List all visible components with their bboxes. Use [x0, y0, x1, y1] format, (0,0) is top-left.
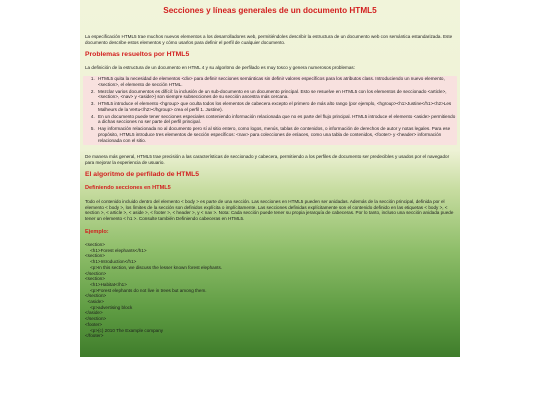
code-line: <section>: [85, 242, 105, 247]
code-line: </section>: [85, 270, 107, 276]
code-line: </footer>: [85, 333, 104, 339]
problem-item: 4. En un documento puede tener secciones especiales conteniendo información relacionada que no es parte del flujo principal. HTML5 introduce el elemento <aside> permitiendo a dichas secciones no ser parte del perfil principal.: [96, 114, 457, 125]
problems-heading: Problemas resueltos por HTML5: [85, 51, 190, 58]
code-line: <p>advertising block: [85, 304, 133, 310]
page-title: Secciones y líneas generales de un documento HTML5: [163, 6, 377, 15]
code-line: <section>: [85, 253, 105, 259]
problems-lead: La definición de la estructura de un documento en HTML 4 y su algoritmo de perfilado es muy tosco y genera numerosos problemas:: [85, 65, 355, 70]
code-line: <p>(c) 2010 The Example company: [85, 327, 164, 333]
defining-sections-heading: Definiendo secciones en HTML5: [85, 185, 171, 191]
code-example: [85, 242, 455, 339]
code-line: <aside>: [85, 299, 104, 305]
algorithm-heading: El algoritmo de perfilado de HTML5: [85, 171, 200, 178]
example-label: Ejemplo:: [85, 229, 109, 235]
problem-item: 2. Mezclar varios documentos es difícil: la inclusión de un sub-documento en un documento principal. Esto se resuelve en HTML5 con los elementos de seccionado <article>, <section>, <nav> y <aside>) son siempre subsecciones de su sección ancestra más cercana.: [96, 89, 457, 100]
problems-list-box: [83, 76, 457, 145]
code-line: </section>: [85, 293, 107, 299]
code-line: </section>: [85, 316, 107, 322]
problems-list: [83, 76, 457, 143]
code-line: <section>: [85, 276, 105, 282]
code-line: <h1>Forest elephants</h1>: [85, 247, 147, 253]
code-line: <h1>Introduction</h1>: [85, 259, 137, 265]
code-line: <p>Forest elephants do not live in trees but among them.: [85, 287, 207, 293]
code-line: <h1>Habitat</h1>: [85, 281, 127, 287]
problem-item: 1. HTML5 quita la necesidad de elementos <div> para definir secciones semánticas sin definir valores específicos para los atributos class. Introduciendo un nuevo elemento, <section>, el elemento de sección HTML.: [96, 76, 457, 87]
problem-item: 5. Hay información relacionada no al documento pero sí al sitio entero, como logos, menús, tablas de contenidos, o información de derechos de autor y notas legales. Para ese propósito, HTML5 introduce tres elementos de sección específicos: <nav> para colecciones de enlaces, como una tabla de contenidos, <footer> y <header> información relacionada con el sitio.: [96, 126, 457, 143]
intro-paragraph: La especificación HTML5 trae muchos nuevos elementos a los desarrolladores web, permitiéndoles describir la estructura de un documento web con semántica estandarizada. Este documento describe estos elementos y cómo usarlos para definir el perfil de cualquier documento.: [85, 34, 453, 45]
code-line: <footer>: [85, 321, 103, 327]
code-line: </aside>: [85, 310, 103, 316]
code-line: <p>In this section, we discuss the lesser known forest elephants.: [85, 264, 223, 270]
summary-paragraph: De manera más general, HTML5 trae precisión a las características de seccionado y cabecera, permitiendo a los perfiles de documento ser predecibles y usados por el navegador para mejorar la experiencia de usuario.: [85, 154, 450, 165]
problem-item: 3. HTML5 introduce el elemento <hgroup> que oculta todos los elementos de cabecera excepto el primero de más alto rango (por ejemplo, <hgroup><h1>Justine</h1><h2>Les Malheurs de la Vertu</h2></hgroup> crea el perfil 1. Justine).: [96, 101, 457, 112]
algorithm-paragraph: Todo el contenido incluido dentro del elemento < body > es parte de una sección. Las secciones en HTML5 pueden ser anidadas. Además de la sección principal, definida por el elemento < body >, los límites de la sección son definidos explícita o implícitamente. Las secciones definidas explícitamente son el contenido definido en las etiquetas < body >, < section >, < article >, < aside >, < footer >, < header >, y < nav >. Nota: Cada sección puede tener su propia jerarquía de cabeceras. Por lo tanto, incluso una sección anidada puede tener un elemento < h1 >. Consulte también Definiendo cabeceras en HTML5.: [85, 199, 454, 222]
article-page: [80, 0, 460, 357]
